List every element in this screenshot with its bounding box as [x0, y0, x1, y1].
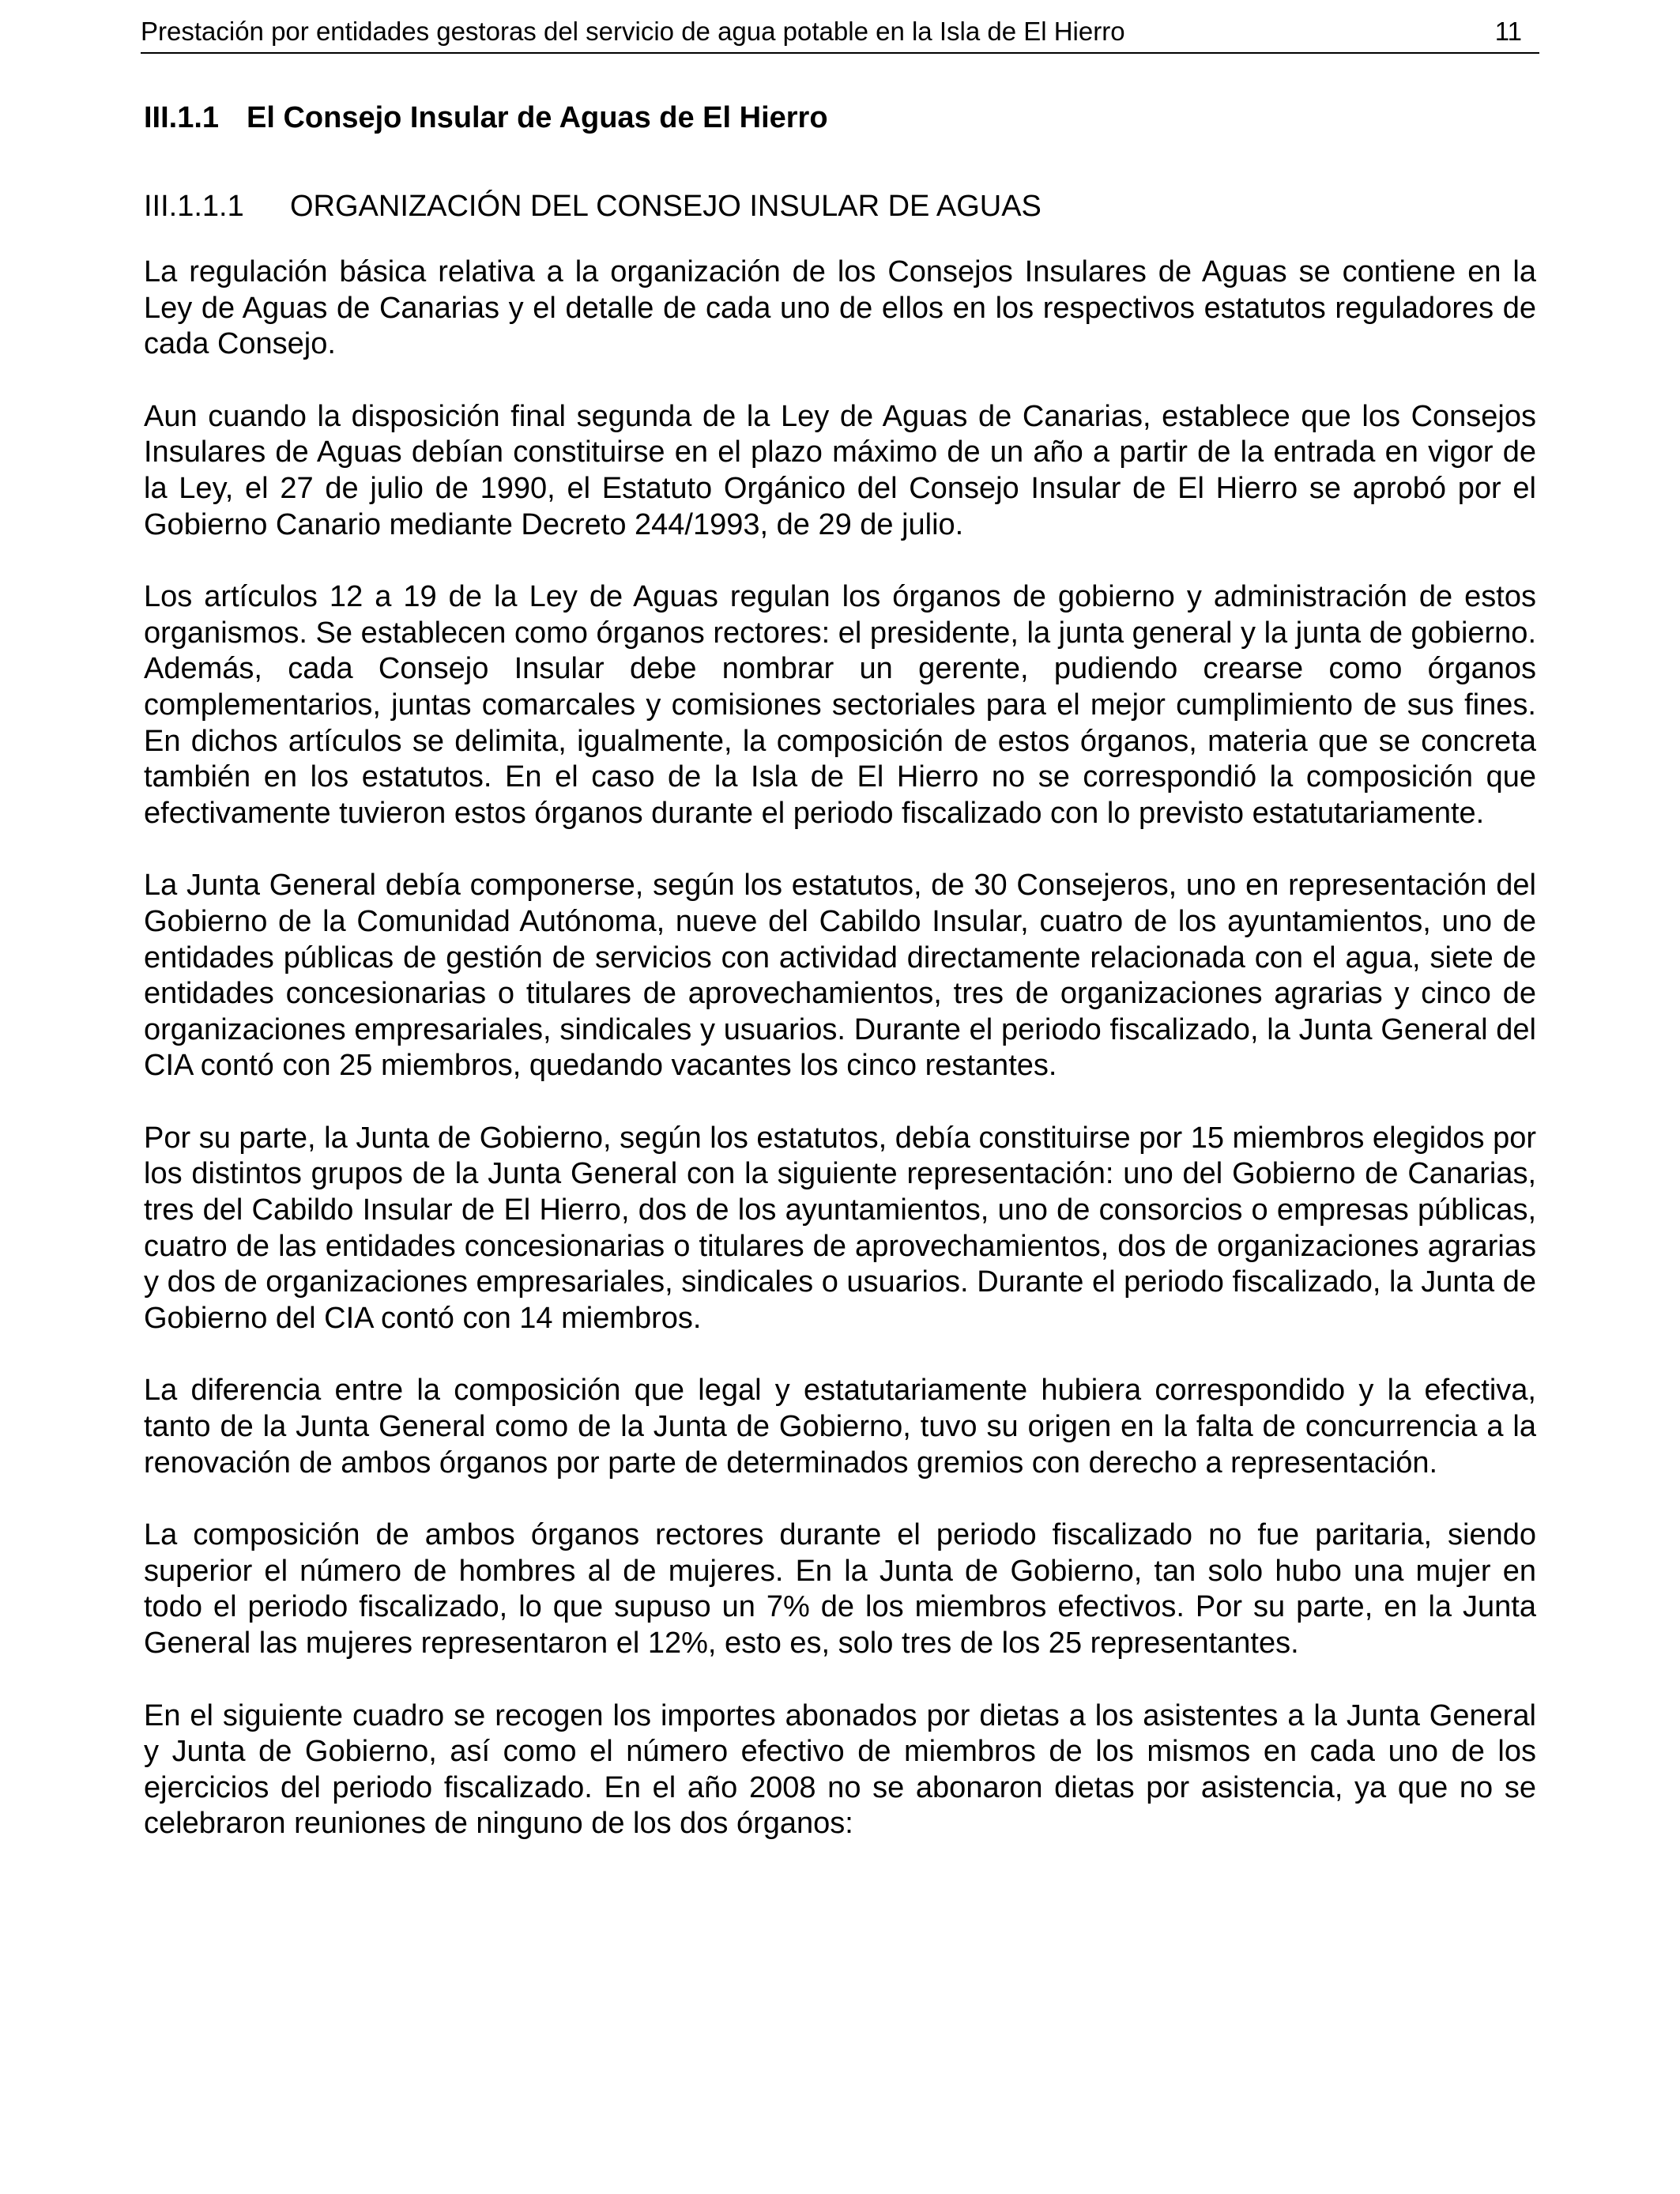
paragraph: Aun cuando la disposición final segunda de la Ley de Aguas de Canarias, establece que los Consejos Insulares de Aguas debían constituirse en el plazo máximo de un año a partir de la entrada en vigor de la Ley, el 27 de julio de 1990, el Estatuto Orgánico del Consejo Insular de El Hierro se aprobó por el Gobierno Canario mediante Decreto 244/1993, de 29 de julio.: [144, 399, 1536, 541]
running-header: [141, 11, 1539, 54]
section-title: El Consejo Insular de Aguas de El Hierro: [247, 101, 828, 134]
paragraph: Los artículos 12 a 19 de la Ley de Aguas regulan los órganos de gobierno y administración de estos organismos. Se establecen como órganos rectores: el presidente, la junta general y la junta de gobierno. Además, cada Consejo Insular debe nombrar un gerente, pudiendo crearse como órganos complementarios, juntas comarcales y comisiones sectoriales para el mejor cumplimiento de sus fines. En dichos artículos se delimita, igualmente, la composición de estos órganos, materia que se concreta también en los estatutos. En el caso de la Isla de El Hierro no se correspondió la composición que efectivamente tuvieron estos órganos durante el periodo fiscalizado con lo previsto estatutariamente.: [144, 580, 1536, 830]
paragraph: La composición de ambos órganos rectores durante el periodo fiscalizado no fue paritaria, siendo superior el número de hombres al de mujeres. En la Junta de Gobierno, tan solo hubo una mujer en todo el periodo fiscalizado, lo que supuso un 7% de los miembros efectivos. Por su parte, en la Junta General las mujeres representaron el 12%, esto es, solo tres de los 25 representantes.: [144, 1518, 1536, 1660]
section-number: III.1.1: [144, 101, 220, 134]
paragraph: La diferencia entre la composición que legal y estatutariamente hubiera correspondido y la efectiva, tanto de la Junta General como de la Junta de Gobierno, tuvo su origen en la falta de concurrencia a la renovación de ambos órganos por parte de determinados gremios con derecho a representación.: [144, 1374, 1536, 1480]
paragraph: La regulación básica relativa a la organización de los Consejos Insulares de Aguas se contiene en la Ley de Aguas de Canarias y el detalle de cada uno de ellos en los respectivos estatutos reguladores de cada Consejo.: [144, 255, 1536, 361]
subsection-number: III.1.1.1: [144, 190, 244, 223]
body-text: [144, 254, 1536, 1879]
paragraph: En el siguiente cuadro se recogen los importes abonados por dietas a los asistentes a la Junta General y Junta de Gobierno, así como el número efectivo de miembros de los mismos en cada uno de los ejercicios del periodo fiscalizado. En el año 2008 no se abonaron dietas por asistencia, ya que no se celebraron reuniones de ninguno de los dos órganos:: [144, 1698, 1536, 1841]
page-number: 11: [1494, 17, 1522, 46]
section-heading: [144, 98, 828, 138]
subsection-heading: [144, 187, 1042, 226]
paragraph: La Junta General debía componerse, según los estatutos, de 30 Consejeros, uno en representación del Gobierno de la Comunidad Autónoma, nueve del Cabildo Insular, cuatro de los ayuntamientos, uno de entidades públicas de gestión de servicios con actividad directamente relacionada con el agua, siete de entidades concesionarias o titulares de aprovechamientos, tres de organizaciones agrarias y cinco de organizaciones empresariales, sindicales y usuarios. Durante el periodo fiscalizado, la Junta General del CIA contó con 25 miembros, quedando vacantes los cinco restantes.: [144, 869, 1536, 1083]
subsection-title: ORGANIZACIÓN DEL CONSEJO INSULAR DE AGUAS: [290, 190, 1042, 223]
paragraph: Por su parte, la Junta de Gobierno, según los estatutos, debía constituirse por 15 miembros elegidos por los distintos grupos de la Junta General con la siguiente representación: uno del Gobierno de Canarias, tres del Cabildo Insular de El Hierro, dos de los ayuntamientos, uno de consorcios o empresas públicas, cuatro de las entidades concesionarias o titulares de aprovechamientos, dos de organizaciones agrarias y dos de organizaciones empresariales, sindicales o usuarios. Durante el periodo fiscalizado, la Junta de Gobierno del CIA contó con 14 miembros.: [144, 1121, 1536, 1335]
header-title: Prestación por entidades gestoras del servicio de agua potable en la Isla de El Hierro: [141, 17, 1125, 46]
